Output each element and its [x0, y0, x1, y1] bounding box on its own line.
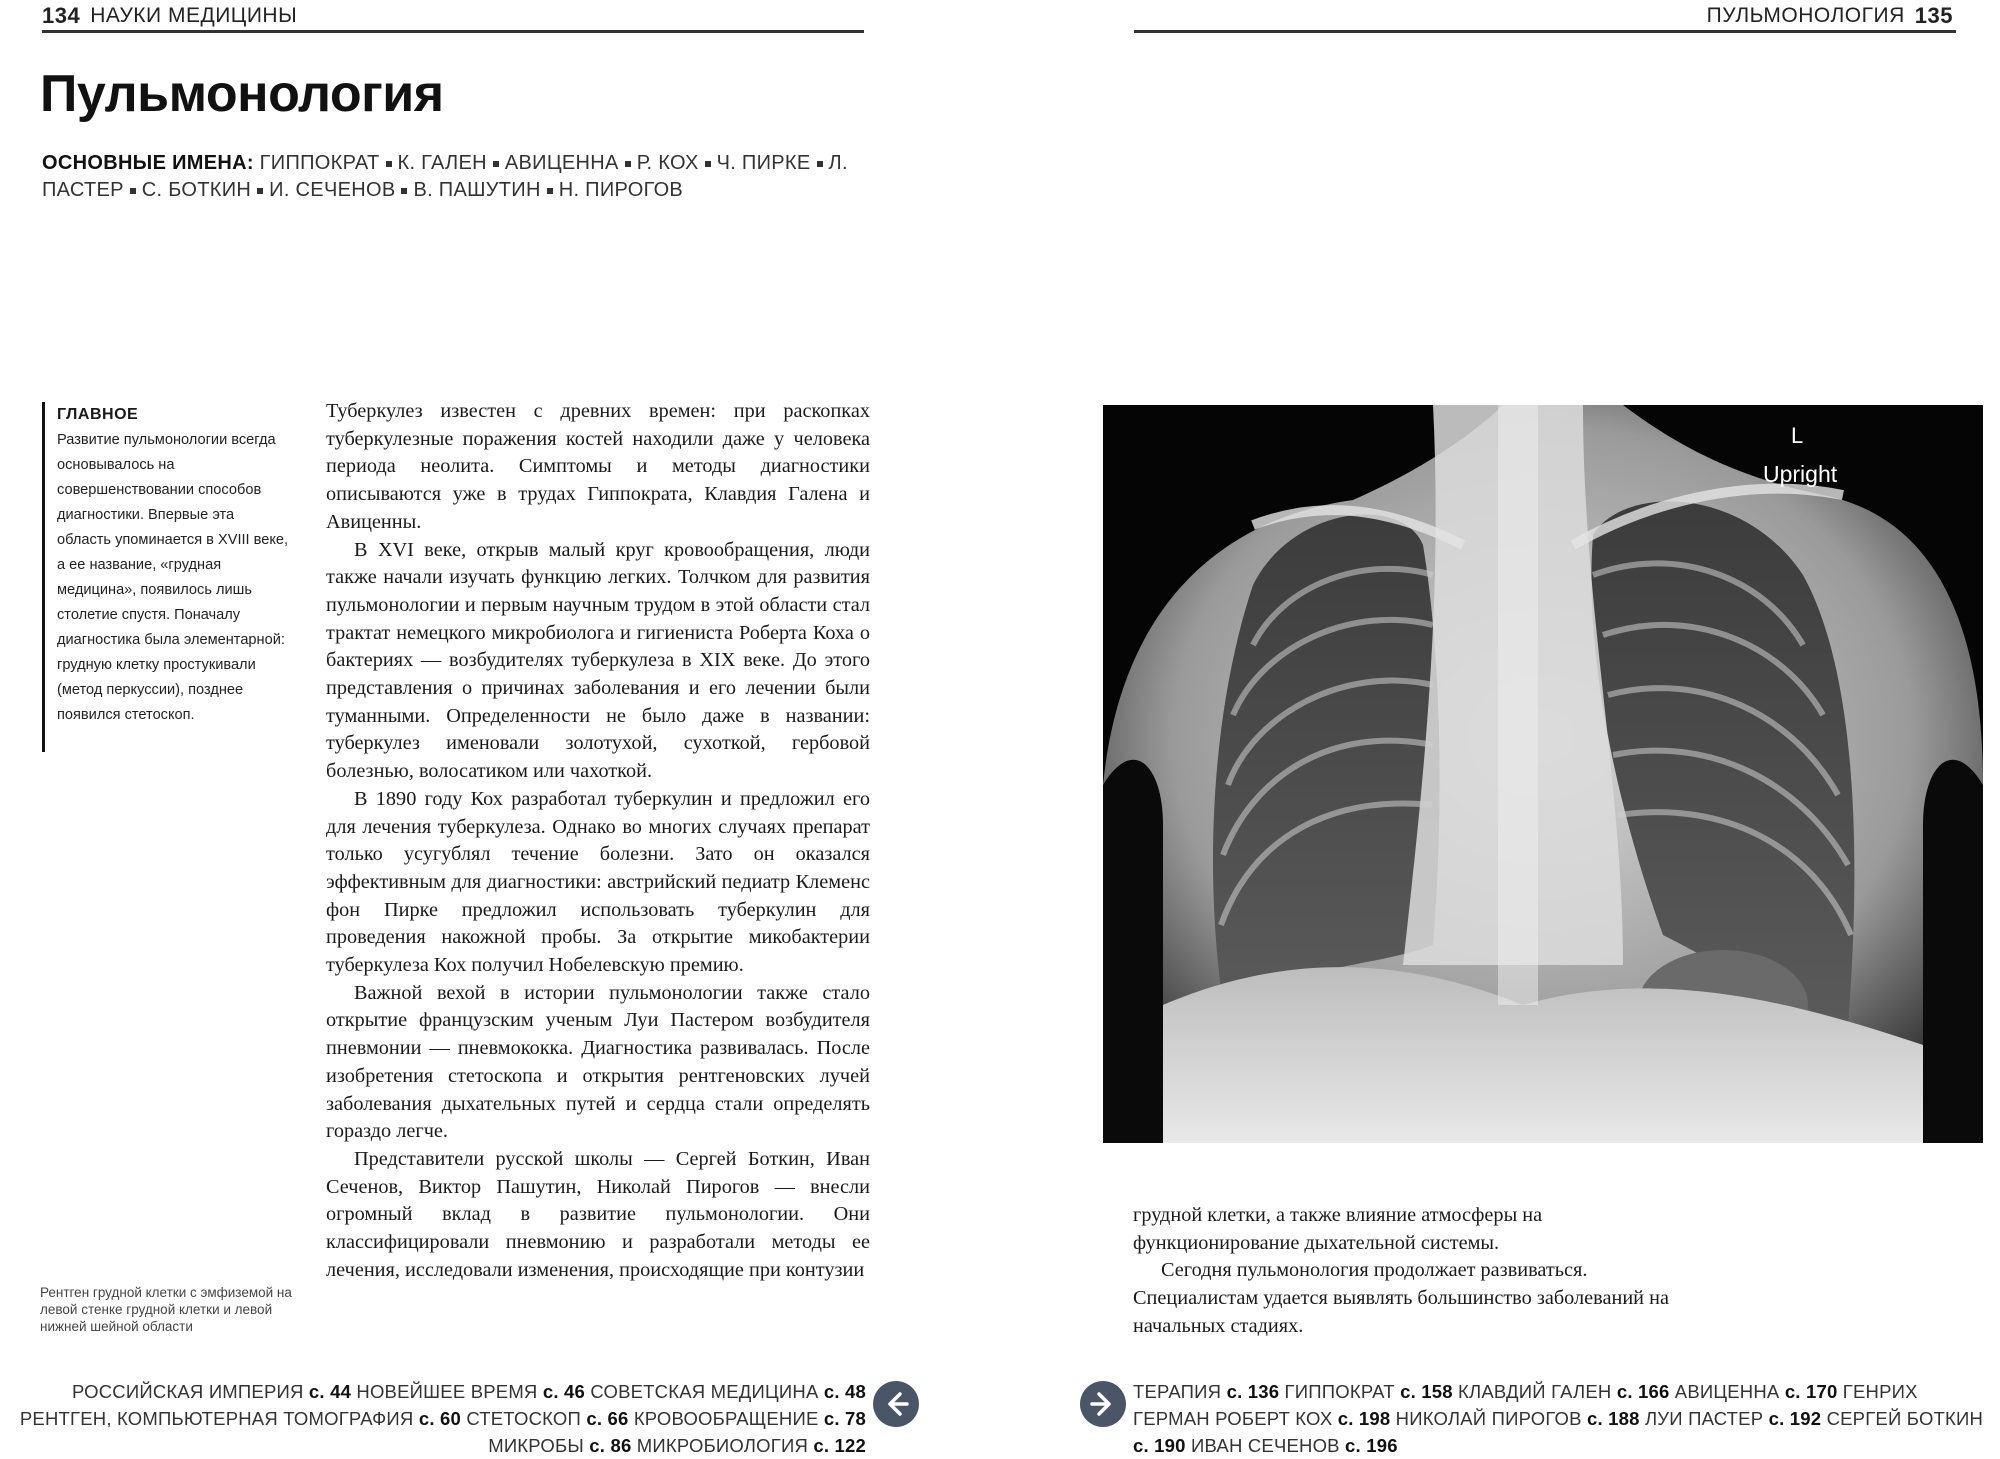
- cross-reference-topic[interactable]: КЛАВДИЙ ГАЛЕН: [1452, 1381, 1617, 1402]
- right-page-number: 135: [1914, 3, 1953, 28]
- key-names: [42, 150, 872, 204]
- cross-reference-topic[interactable]: АВИЦЕННА: [1669, 1381, 1785, 1402]
- right-page-header: [1707, 0, 1953, 32]
- paragraph: Представители русской школы — Сергей Боткин, Иван Сеченов, Виктор Пашутин, Николай Пирогов — внесли огромный вклад в развитие пульмонологии. Они классифицировали пневмонию и разработали методы ее лечения, исследовали изменения, происходящие при контузии: [326, 1147, 870, 1281]
- cross-reference-topic[interactable]: РЕНТГЕН, КОМПЬЮТЕРНАЯ ТОМОГРАФИЯ: [19, 1408, 419, 1429]
- chest-xray-image: [1103, 405, 1983, 1143]
- cross-reference-page[interactable]: с. 60: [418, 1408, 461, 1429]
- cross-reference-page[interactable]: с. 158: [1400, 1381, 1453, 1402]
- paragraph: грудной клетки, а также влияние атмосферы на функционирование дыхательной системы.: [1133, 1204, 1543, 1254]
- paragraph: В 1890 году Кох разработал туберкулин и предложил его для лечения туберкулеза. Однако во многих случаях препарат только усугублял течение болезни. Зато он оказался эффективным для диагностики: австрийский педиатр Клеменс фон Пирке предложил использовать туберкулин для проведения накожной пробы. За открытие микобактерии туберкулеза Кох получил Нобелевскую премию.: [326, 787, 870, 977]
- cross-reference-topic[interactable]: МИКРОБЫ: [488, 1435, 590, 1456]
- article-body: [326, 398, 870, 1285]
- footer-cross-references-right: [1133, 1378, 1999, 1459]
- key-name: Н. ПИРОГОВ: [558, 179, 684, 201]
- cross-reference-topic[interactable]: СТЕТОСКОП: [460, 1408, 587, 1429]
- cross-reference-page[interactable]: с. 48: [823, 1381, 866, 1402]
- paragraph: Сегодня пульмонология продолжает развиваться. Специалистам удается выявлять большинство заболеваний на начальных стадиях.: [1133, 1259, 1669, 1337]
- bullet-separator: [493, 161, 499, 167]
- cross-reference-page[interactable]: с. 86: [589, 1435, 632, 1456]
- xray-side-label: L: [1791, 423, 1804, 448]
- key-name: В. ПАШУТИН: [413, 179, 541, 201]
- cross-reference-page[interactable]: с. 190: [1133, 1435, 1186, 1456]
- cross-reference-topic[interactable]: СОВЕТСКАЯ МЕДИЦИНА: [585, 1381, 824, 1402]
- cross-reference-page[interactable]: с. 198: [1337, 1408, 1391, 1429]
- footer-cross-references-left: [0, 1378, 866, 1459]
- right-section-title: ПУЛЬМОНОЛОГИЯ: [1706, 4, 1905, 27]
- bullet-separator: [547, 188, 553, 194]
- xray-position-label: Upright: [1763, 461, 1838, 487]
- paragraph: Туберкулез известен с древних времен: при раскопках туберкулезные поражения костей находили даже у человека периода неолита. Симптомы и методы диагностики описываются уже в трудах Гиппократа, Клавдия Галена и Авиценны.: [326, 400, 870, 533]
- bullet-separator: [257, 188, 263, 194]
- cross-reference-topic[interactable]: СЕРГЕЙ БОТКИН: [1821, 1408, 1984, 1429]
- article-continuation: [1133, 1202, 1681, 1341]
- cross-reference-topic[interactable]: НОВЕЙШЕЕ ВРЕМЯ: [351, 1381, 543, 1402]
- cross-reference-topic[interactable]: ИВАН СЕЧЕНОВ: [1185, 1435, 1346, 1456]
- left-page-number: 134: [42, 3, 81, 28]
- key-name: ГИППОКРАТ: [259, 152, 380, 174]
- cross-reference-page[interactable]: с. 122: [813, 1435, 866, 1456]
- bullet-separator: [386, 161, 392, 167]
- bullet-separator: [625, 161, 631, 167]
- sidebar-box: [42, 402, 292, 752]
- left-page-header: [42, 0, 297, 32]
- paragraph: В XVI веке, открыв малый круг кровообращения, люди также начали изучать функцию легких. Толчком для развития пульмонологии и первым научным трудом в этой области стал трактат немецкого микробиолога и гигиениста Роберта Коха о бактериях — возбудителях туберкулеза в XIX веке. До этого представления о причинах заболевания и его лечении были туманными. Определенности не было даже в названии: туберкулез именовали золотухой, сухоткой, гербовой болезнью, волосатиком или чахоткой.: [326, 538, 870, 783]
- cross-reference-topic[interactable]: КРОВООБРАЩЕНИЕ: [628, 1408, 824, 1429]
- cross-reference-page[interactable]: с. 192: [1768, 1408, 1822, 1429]
- bullet-separator: [401, 188, 407, 194]
- key-name: Л. ПАСТЕР: [42, 152, 848, 201]
- paragraph: Важной вехой в истории пульмонологии также стало открытие французским ученым Луи Пастером возбудителя пневмонии — пневмококка. Диагностика развивалась. После изобретения стетоскопа и открытия рентгеновских лучей заболевания дыхательных путей и сердца стали определять гораздо легче.: [326, 981, 870, 1143]
- cross-reference-topic[interactable]: НИКОЛАЙ ПИРОГОВ: [1390, 1408, 1587, 1429]
- cross-reference-page[interactable]: с. 66: [586, 1408, 629, 1429]
- cross-reference-page[interactable]: с. 196: [1345, 1435, 1398, 1456]
- image-caption: Рентген грудной клетки с эмфиземой на левой стенке грудной клетки и левой нижней шейной области: [40, 1285, 292, 1334]
- cross-reference-topic[interactable]: ГИППОКРАТ: [1279, 1381, 1401, 1402]
- left-section-title: НАУКИ МЕДИЦИНЫ: [90, 4, 298, 27]
- key-name: Ч. ПИРКЕ: [716, 152, 811, 174]
- page-title: Пульмонология: [40, 65, 444, 123]
- cross-reference-topic[interactable]: МИКРОБИОЛОГИЯ: [631, 1435, 814, 1456]
- left-header-rule: [42, 30, 864, 33]
- cross-reference-topic[interactable]: РОССИЙСКАЯ ИМПЕРИЯ: [72, 1381, 309, 1402]
- cross-reference-page[interactable]: с. 78: [823, 1408, 866, 1429]
- cross-reference-topic[interactable]: ТЕРАПИЯ: [1133, 1381, 1227, 1402]
- cross-reference-page[interactable]: с. 188: [1586, 1408, 1640, 1429]
- key-name: АВИЦЕННА: [504, 152, 619, 174]
- cross-reference-topic[interactable]: ЛУИ ПАСТЕР: [1639, 1408, 1769, 1429]
- key-name: К. ГАЛЕН: [397, 152, 487, 174]
- arrow-left-icon[interactable]: [873, 1381, 919, 1427]
- key-name: С. БОТКИН: [141, 179, 252, 201]
- key-name: Р. КОХ: [636, 152, 699, 174]
- arrow-right-icon[interactable]: [1080, 1381, 1126, 1427]
- sidebar-heading: ГЛАВНОЕ: [57, 406, 139, 423]
- right-header-rule: [1134, 30, 1956, 33]
- cross-reference-page[interactable]: с. 44: [308, 1381, 352, 1402]
- cross-reference-page[interactable]: с. 170: [1784, 1381, 1838, 1402]
- bullet-separator: [130, 188, 136, 194]
- cross-reference-page[interactable]: с. 46: [542, 1381, 585, 1402]
- cross-reference-page[interactable]: с. 136: [1226, 1381, 1280, 1402]
- bullet-separator: [817, 161, 823, 167]
- cross-reference-topic[interactable]: ГЕНРИХ ГЕРМАН РОБЕРТ КОХ: [1133, 1381, 1918, 1429]
- key-name: И. СЕЧЕНОВ: [269, 179, 396, 201]
- xray-illustration: [1103, 405, 1983, 1143]
- sidebar-text: Развитие пульмонологии всегда основывалось на совершенствовании способов диагностики. Впервые эта область упоминается в XVIII веке, а ее название, «грудная медицина», появилось лишь столетие спустя. Поначалу диагностика была элементарной: грудную клетку простукивали (метод перкуссии), позднее появился стетоскоп.: [57, 432, 289, 723]
- bullet-separator: [705, 161, 711, 167]
- key-names-label: ОСНОВНЫЕ ИМЕНА:: [42, 152, 254, 174]
- cross-reference-page[interactable]: с. 166: [1616, 1381, 1670, 1402]
